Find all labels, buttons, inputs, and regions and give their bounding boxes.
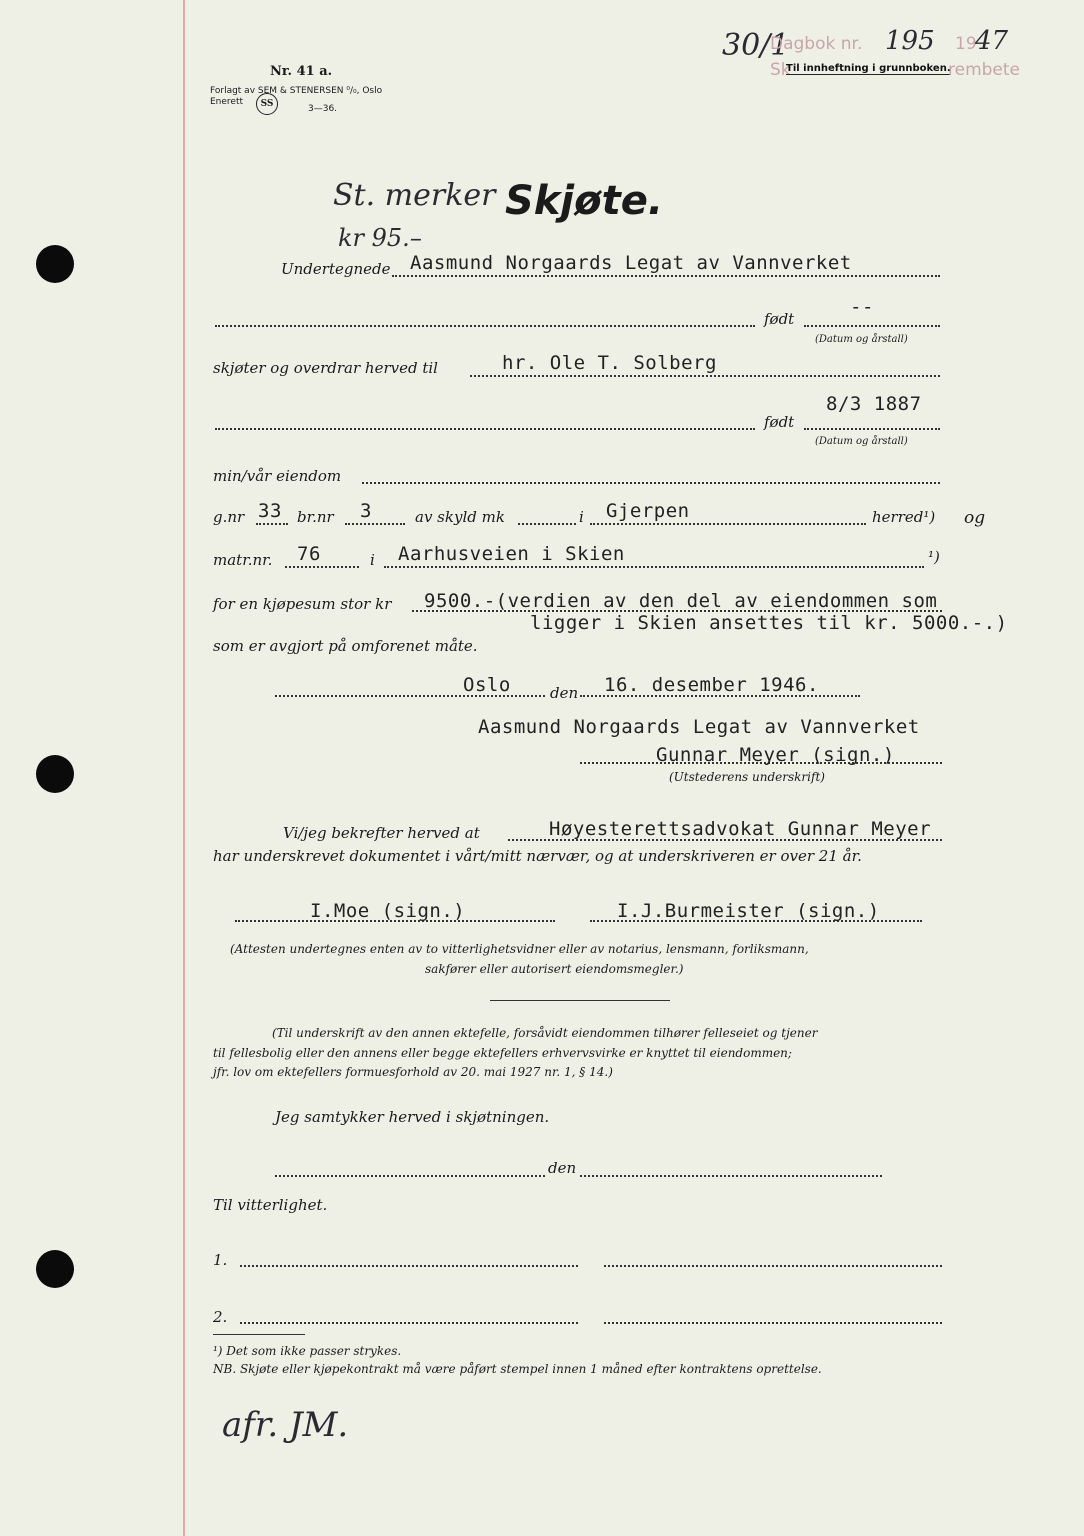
skjoter-value: hr. Ole T. Solberg xyxy=(502,352,717,374)
avgjort-label: som er avgjort på omforenet måte. xyxy=(213,637,478,655)
den-label: den xyxy=(550,684,579,702)
matr-value: 76 xyxy=(297,543,321,565)
publisher-line: Forlagt av SEM & STENERSEN ⁰/₀, Oslo xyxy=(210,86,383,96)
punch-hole xyxy=(36,755,74,793)
spouse-note-3: jfr. lov om ektefellers formuesforhold av 20. mai 1927 nr. 1, § 14.) xyxy=(213,1065,613,1079)
hand-note: St. merker xyxy=(333,178,496,213)
kjopesum-line2: ligger i Skien ansettes til kr. 5000.-.) xyxy=(530,612,1008,634)
undertegnede-value: Aasmund Norgaards Legat av Vannverket xyxy=(410,252,852,274)
skjoter-label: skjøter og overdrar herved til xyxy=(213,359,438,377)
stamp-year-hand: 47 xyxy=(975,26,1009,56)
line-2-no: 2. xyxy=(213,1308,228,1326)
fodt-label-2: født xyxy=(764,413,795,431)
hand-note-2: kr 95.– xyxy=(338,224,422,252)
date-value: 16. desember 1946. xyxy=(604,674,819,696)
matr-place: Aarhusveien i Skien xyxy=(398,543,625,565)
matr-label: matr.nr. xyxy=(213,551,273,569)
issuer-sign: Gunnar Meyer (sign.) xyxy=(656,744,895,766)
place-value: Oslo xyxy=(463,674,511,696)
confirm-line2: har underskrevet dokumentet i vårt/mitt nærvær, og at underskriveren er over 21 år. xyxy=(213,847,862,865)
brnr-label: br.nr xyxy=(297,508,334,526)
vitterlighet: Til vitterlighet. xyxy=(213,1196,328,1214)
matr-i-label: i xyxy=(370,551,375,569)
confirm-value: Høyesterettsadvokat Gunnar Meyer xyxy=(549,818,932,840)
eiendom-label: min/vår eiendom xyxy=(213,467,342,485)
og-label: og xyxy=(964,508,986,528)
margin-date: 30/1 xyxy=(722,28,790,63)
stamp-dagbok: Dagbok nr. xyxy=(770,34,863,54)
issuer-name: Aasmund Norgaards Legat av Vannverket xyxy=(478,716,920,738)
fodt-value-1: -- xyxy=(850,296,874,318)
witness-1: I.Moe (sign.) xyxy=(310,900,466,922)
separator xyxy=(490,1000,670,1001)
datum-note: (Datum og årstall) xyxy=(815,334,908,345)
brnr-value: 3 xyxy=(360,500,372,522)
skyld-label: av skyld mk xyxy=(415,508,505,526)
attest-note-2: sakfører eller autorisert eiendomsmegler.) xyxy=(425,962,684,976)
stamp-suffix: rembete xyxy=(948,60,1021,80)
undertegnede-label: Undertegnede xyxy=(281,260,391,278)
line-1-no: 1. xyxy=(213,1251,228,1269)
publisher-enerett: Enerett xyxy=(210,97,244,107)
i-label: i xyxy=(579,508,584,526)
nb-note: NB. Skjøte eller kjøpekontrakt må være påført stempel innen 1 måned efter kontraktens oprettelse. xyxy=(213,1362,822,1376)
herred-label: herred¹) xyxy=(872,508,936,526)
spouse-den: den xyxy=(548,1159,577,1177)
kjopesum-label: for en kjøpesum stor kr xyxy=(213,595,392,613)
spouse-note-2: til fellesbolig eller den annens eller begge ektefellers erhvervsvirke er knyttet til eiendommen; xyxy=(213,1046,792,1060)
spouse-note-1: (Til underskrift av den annen ektefelle, forsåvidt eiendommen tilhører felleseiet og tjener xyxy=(272,1026,818,1040)
stamp-box: Til innheftning i grunnboken. xyxy=(786,63,951,74)
gnr-value: 33 xyxy=(258,500,282,522)
footnote-mark: ¹) xyxy=(928,548,940,566)
consent: Jeg samtykker herved i skjøtningen. xyxy=(275,1108,550,1126)
footnote: ¹) Det som ikke passer strykes. xyxy=(213,1344,402,1358)
fodt-label: født xyxy=(764,310,795,328)
stamp-prefix: Sk xyxy=(770,60,791,80)
attest-note-1: (Attesten undertegnes enten av to vitterlighetsvidner eller av notarius, lensmann, forliksmann, xyxy=(230,942,809,956)
confirm-label: Vi/jeg bekrefter herved at xyxy=(283,824,480,842)
punch-hole xyxy=(36,1250,74,1288)
datum-note-2: (Datum og årstall) xyxy=(815,436,908,447)
margin-line xyxy=(183,0,185,1536)
herred-value: Gjerpen xyxy=(606,500,690,522)
stamp-year: 19 xyxy=(955,34,977,54)
hand-initials: afr. JM. xyxy=(222,1405,349,1445)
issuer-note: (Utstederens underskrift) xyxy=(669,770,825,784)
publisher-logo: SS xyxy=(256,93,278,115)
footnote-rule xyxy=(213,1334,305,1335)
witness-2: I.J.Burmeister (sign.) xyxy=(617,900,880,922)
form-number: Nr. 41 a. xyxy=(270,64,333,79)
kjopesum-value: 9500.-(verdien av den del av eiendommen som xyxy=(424,590,938,612)
stamp-number: 195 xyxy=(885,26,935,56)
publisher-date: 3—36. xyxy=(308,104,338,114)
fodt-value-2: 8/3 1887 xyxy=(826,393,922,415)
gnr-label: g.nr xyxy=(213,508,245,526)
punch-hole xyxy=(36,245,74,283)
page-title: Skjøte. xyxy=(505,178,664,224)
